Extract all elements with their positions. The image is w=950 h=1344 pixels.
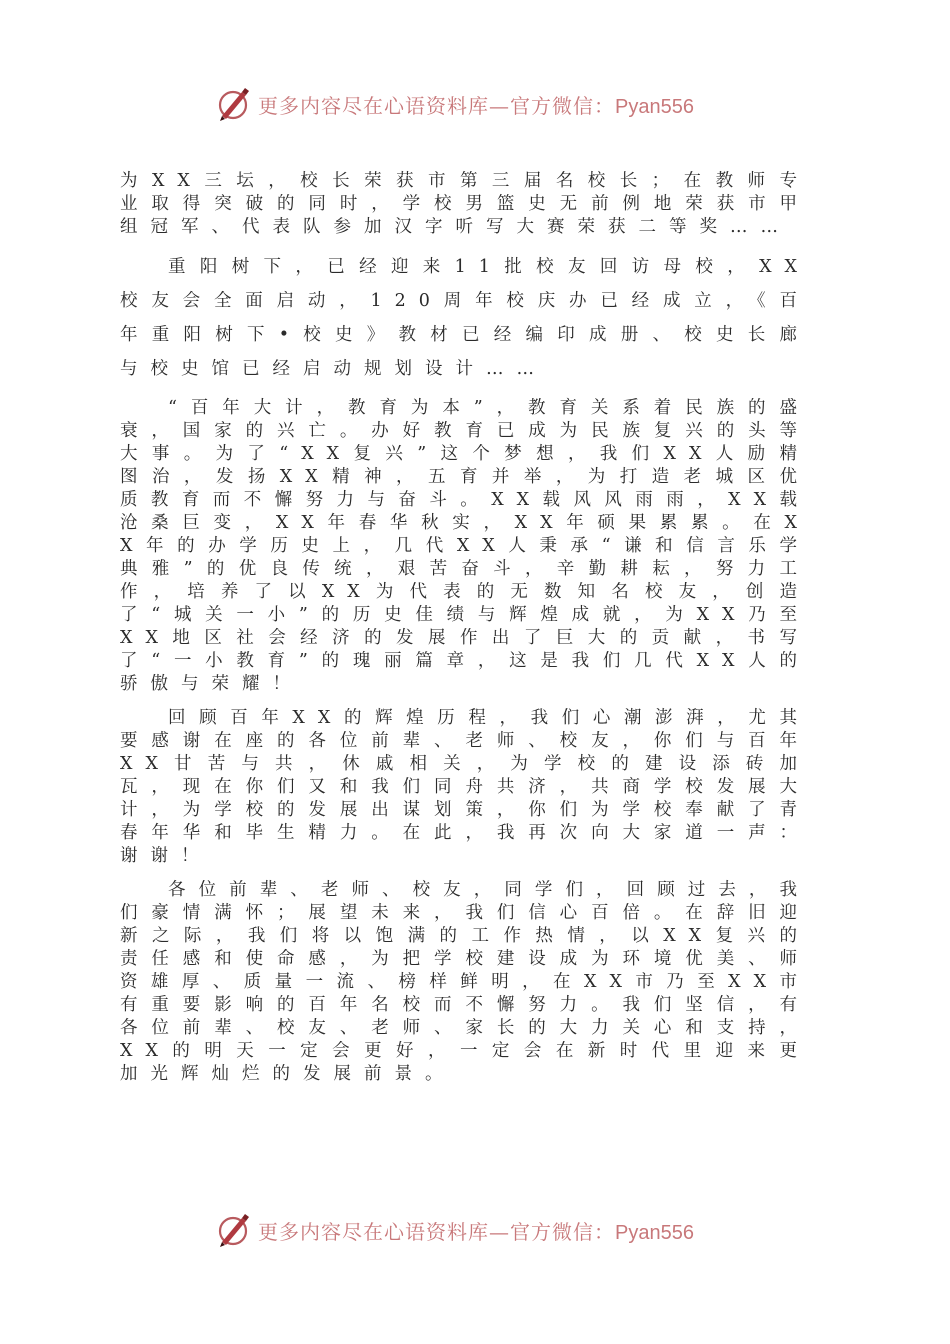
paragraph-3: “百年大计，教育为本”，教育关系着民族的盛衰，国家的兴亡。办好教育已成为民族复兴的头等大事。为了“XX复兴”这个梦想，我们XX人励精图治，发扬XX精神，五育并举，为打造老城区优质教育而不懈努力与奋斗。XX载风风雨雨，XX载沧桑巨变，XX年春华秋实，XX年硕果累累。在XX年的办学历史上，几代XX人秉承“谦和信言乐学典雅”的优良传统，艰苦奋斗，辛勤耕耘，努力工作，培养了以XX为代表的无数知名校友，创造了“城关一小”的历史佳绩与辉煌成就，为XX乃至XX地区社会经济的发展作出了巨大的贡献，书写了“一小教育”的瑰丽篇章，这是我们几代XX人的骄傲与荣耀！	[120, 398, 810, 694]
document-body	[120, 170, 810, 1097]
paragraph-4: 回顾百年XX的辉煌历程，我们心潮澎湃，尤其要感谢在座的各位前辈、老师、校友，你们与百年XX甘苦与共，休戚相关，为学校的建设添砖加瓦，现在你们又和我们同舟共济，共商学校发展大计，为学校的发展出谋划策，你们为学校奉献了青春年华和毕生精力。在此，我再次向大家道一声：谢谢！	[120, 708, 810, 866]
paragraph-1: 为XX三坛，校长荣获市第三届名校长；在教师专业取得突破的同时，学校男篮史无前例地荣获市甲组冠军、代表队参加汉字听写大赛荣获二等奖……	[120, 171, 810, 237]
footer-banner-text: 更多内容尽在心语资料库—官方微信：Pyan556	[258, 1219, 694, 1244]
footer-wechat-id: Pyan556	[615, 1221, 694, 1244]
paragraph-5: 各位前辈、老师、校友，同学们，回顾过去，我们豪情满怀；展望未来，我们信心百倍。在辞旧迎新之际，我们将以饱满的工作热情，以XX复兴的责任感和使命感，为把学校建设成为环境优美、师资雄厚、质量一流、榜样鲜明，在XX市乃至XX市有重要影响的百年名校而不懈努力。我们坚信，有各位前辈、校友、老师、家长的大力关心和支持，XX的明天一定会更好，一定会在新时代里迎来更加光辉灿烂的发展前景。	[120, 880, 810, 1084]
pen-circle-icon	[216, 86, 252, 122]
footer-banner	[0, 1208, 950, 1252]
header-banner-text: 更多内容尽在心语资料库—官方微信：Pyan556	[258, 93, 694, 118]
paragraph-2: 重阳树下，已经迎来11批校友回访母校，XX校友会全面启动，120周年校庆办已经成立，《百年重阳树下•校史》教材已经编印成册、校史长廊与校史馆已经启动规划设计……	[120, 257, 810, 379]
header-banner	[0, 82, 950, 126]
pen-circle-icon	[216, 1212, 252, 1248]
header-wechat-id: Pyan556	[615, 95, 694, 118]
